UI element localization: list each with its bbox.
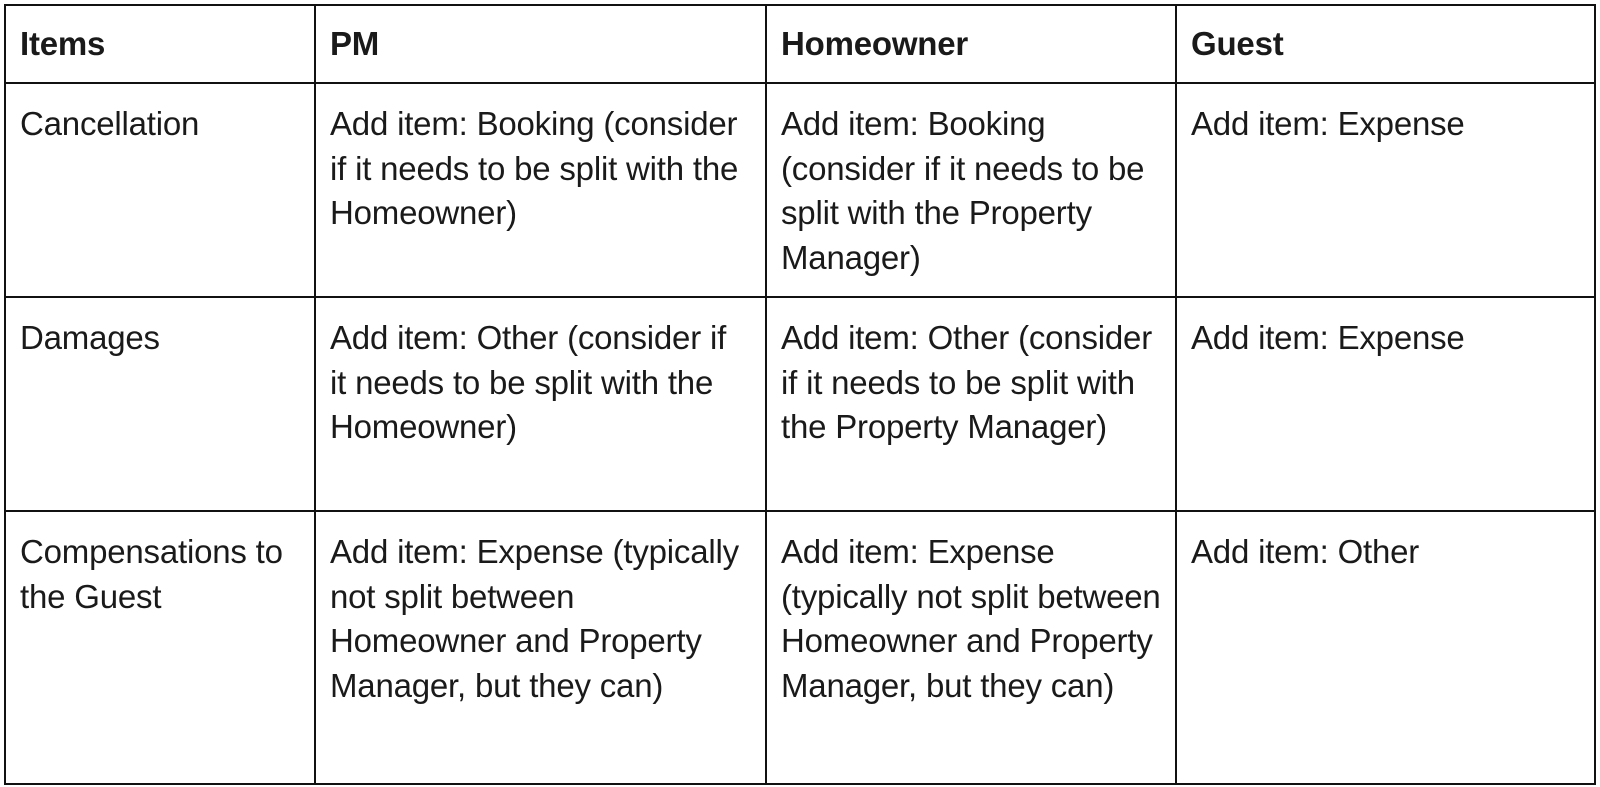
cell-item: Cancellation [5,83,315,297]
item-mapping-table [4,4,1596,785]
cell-item: Compensations to the Guest [5,511,315,784]
table-row [5,511,1595,784]
header-items: Items [5,5,315,83]
table-row [5,297,1595,511]
cell-guest: Add item: Expense [1176,83,1595,297]
cell-guest: Add item: Other [1176,511,1595,784]
cell-pm: Add item: Expense (typically not split between Homeowner and Property Manager, but they can) [315,511,766,784]
cell-homeowner: Add item: Booking (consider if it needs to be split with the Property Manager) [766,83,1176,297]
table-row [5,83,1595,297]
cell-guest: Add item: Expense [1176,297,1595,511]
header-row [5,5,1595,83]
header-pm: PM [315,5,766,83]
header-homeowner: Homeowner [766,5,1176,83]
cell-homeowner: Add item: Other (consider if it needs to be split with the Property Manager) [766,297,1176,511]
cell-item: Damages [5,297,315,511]
header-guest: Guest [1176,5,1595,83]
cell-pm: Add item: Other (consider if it needs to be split with the Homeowner) [315,297,766,511]
cell-pm: Add item: Booking (consider if it needs to be split with the Homeowner) [315,83,766,297]
cell-homeowner: Add item: Expense (typically not split between Homeowner and Property Manager, but they can) [766,511,1176,784]
